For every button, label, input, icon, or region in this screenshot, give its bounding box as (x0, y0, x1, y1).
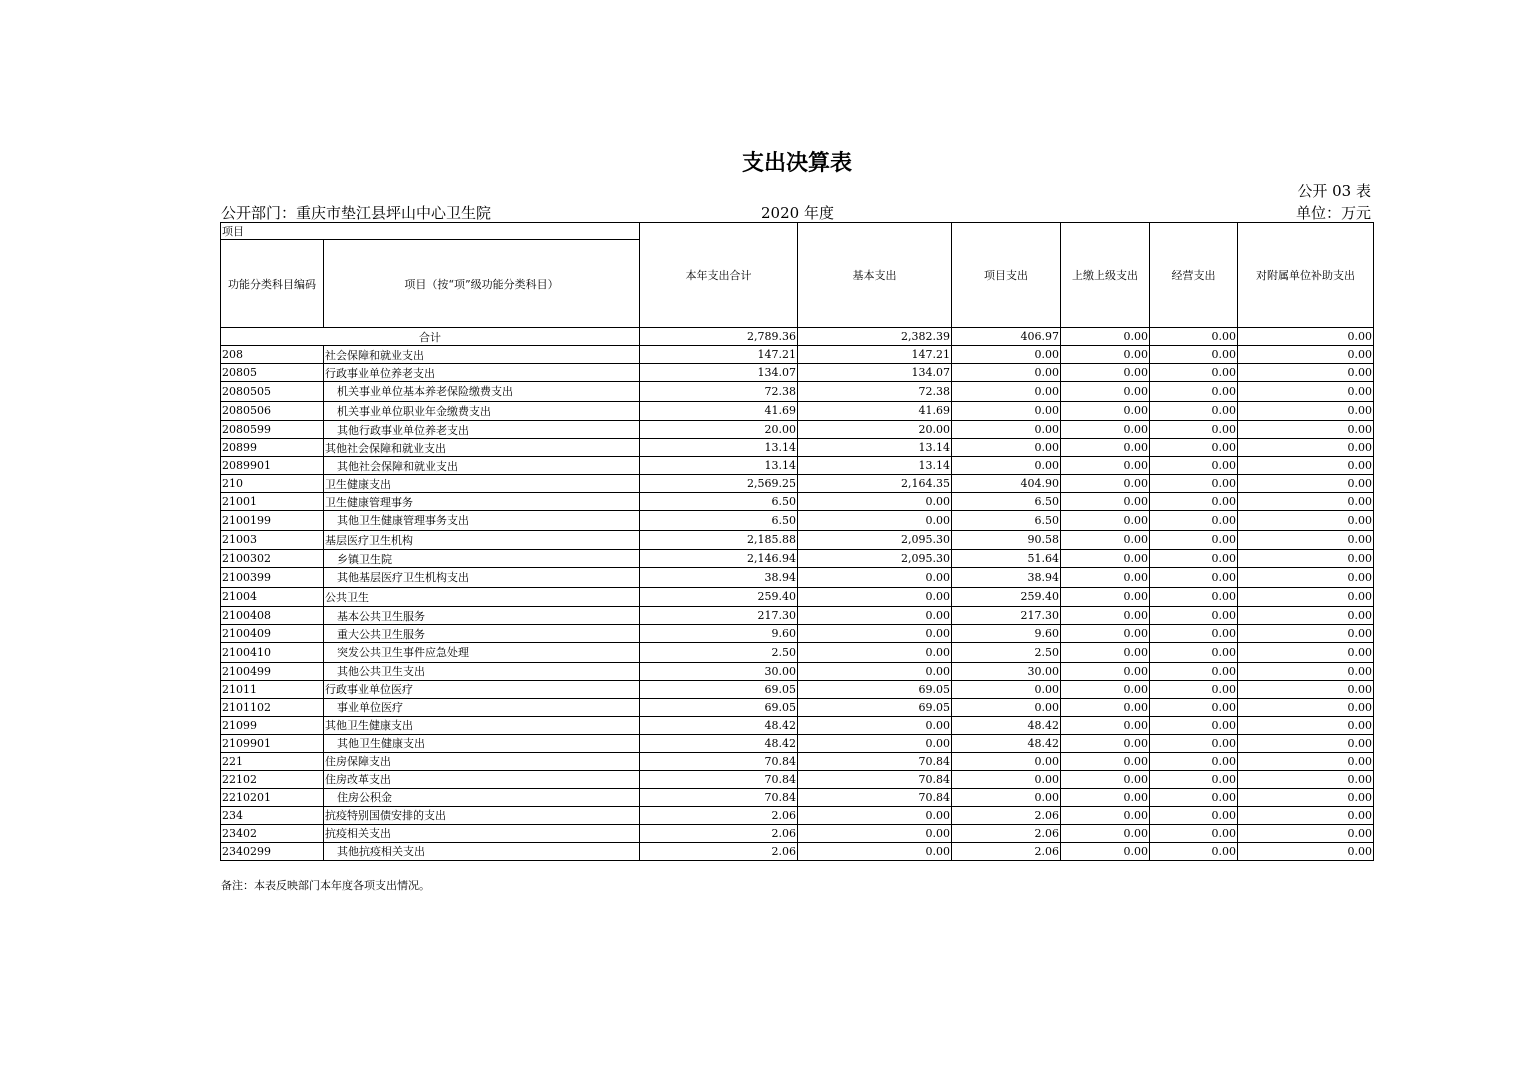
row-name: 行政事业单位养老支出 (324, 364, 640, 382)
row-value: 0.00 (952, 457, 1061, 475)
row-value: 0.00 (1150, 680, 1238, 698)
row-name: 住房改革支出 (324, 770, 640, 788)
row-value: 0.00 (798, 806, 952, 824)
row-value: 0.00 (1061, 625, 1150, 643)
row-value: 0.00 (1150, 625, 1238, 643)
row-value: 70.84 (798, 752, 952, 770)
expenditure-table (220, 222, 1374, 861)
row-value: 6.50 (640, 511, 798, 531)
row-code: 2100399 (221, 568, 324, 588)
footnote: 备注：本表反映部门本年度各项支出情况。 (221, 879, 430, 892)
table-row (221, 382, 1374, 402)
department-label: 公开部门：重庆市垫江县坪山中心卫生院 (221, 204, 492, 222)
row-name: 卫生健康支出 (324, 475, 640, 493)
row-value: 0.00 (1238, 401, 1374, 421)
row-value: 0.00 (1150, 662, 1238, 680)
row-value: 0.00 (1238, 806, 1374, 824)
row-value: 2.06 (952, 824, 1061, 842)
header-total: 本年支出合计 (640, 223, 798, 328)
row-value: 2,095.30 (798, 550, 952, 568)
row-name: 卫生健康管理事务 (324, 493, 640, 511)
year-label: 2020 年度 (761, 204, 834, 222)
row-value: 0.00 (1061, 643, 1150, 663)
header-subsidy: 对附属单位补助支出 (1238, 223, 1374, 328)
row-value: 9.60 (952, 625, 1061, 643)
row-value: 70.84 (640, 788, 798, 806)
table-row (221, 511, 1374, 531)
row-value: 0.00 (1238, 625, 1374, 643)
table-row (221, 788, 1374, 806)
row-value: 0.00 (1061, 364, 1150, 382)
row-value: 134.07 (798, 364, 952, 382)
table-row (221, 475, 1374, 493)
row-code: 2100499 (221, 662, 324, 680)
row-value: 0.00 (1150, 493, 1238, 511)
table-row (221, 643, 1374, 663)
row-value: 147.21 (640, 346, 798, 364)
header-basic: 基本支出 (798, 223, 952, 328)
row-value: 0.00 (798, 607, 952, 625)
row-name: 住房保障支出 (324, 752, 640, 770)
table-row (221, 550, 1374, 568)
row-value: 0.00 (798, 493, 952, 511)
table-row (221, 752, 1374, 770)
row-value: 0.00 (1061, 788, 1150, 806)
row-code: 2100302 (221, 550, 324, 568)
row-name: 抗疫相关支出 (324, 824, 640, 842)
row-value: 0.00 (1238, 364, 1374, 382)
header-project-expense: 项目支出 (952, 223, 1061, 328)
row-value: 69.05 (798, 680, 952, 698)
row-value: 0.00 (1150, 401, 1238, 421)
row-name: 乡镇卫生院 (324, 550, 640, 568)
row-value: 6.50 (952, 511, 1061, 531)
header-name: 项目（按“项”级功能分类科目） (324, 240, 640, 328)
row-value: 0.00 (798, 568, 952, 588)
table-row (221, 625, 1374, 643)
total-value: 0.00 (1150, 328, 1238, 346)
row-value: 0.00 (1238, 770, 1374, 788)
row-value: 30.00 (952, 662, 1061, 680)
row-value: 2.06 (952, 842, 1061, 860)
row-value: 0.00 (1150, 550, 1238, 568)
table-row (221, 824, 1374, 842)
row-value: 0.00 (1238, 824, 1374, 842)
row-value: 48.42 (952, 716, 1061, 734)
row-value: 69.05 (798, 698, 952, 716)
row-name: 其他公共卫生支出 (324, 662, 640, 680)
row-code: 208 (221, 346, 324, 364)
row-value: 72.38 (798, 382, 952, 402)
row-name: 住房公积金 (324, 788, 640, 806)
row-name: 事业单位医疗 (324, 698, 640, 716)
row-value: 0.00 (1238, 752, 1374, 770)
row-code: 2100408 (221, 607, 324, 625)
row-name: 其他社会保障和就业支出 (324, 457, 640, 475)
row-value: 0.00 (952, 698, 1061, 716)
row-value: 0.00 (1150, 788, 1238, 806)
row-code: 21099 (221, 716, 324, 734)
row-name: 其他卫生健康管理事务支出 (324, 511, 640, 531)
row-value: 0.00 (1238, 842, 1374, 860)
table-row (221, 716, 1374, 734)
row-value: 0.00 (1238, 346, 1374, 364)
meta-row (221, 202, 1371, 222)
row-code: 2089901 (221, 457, 324, 475)
row-value: 13.14 (640, 439, 798, 457)
row-code: 2080506 (221, 401, 324, 421)
row-value: 72.38 (640, 382, 798, 402)
row-value: 0.00 (798, 716, 952, 734)
row-value: 0.00 (1150, 752, 1238, 770)
row-value: 0.00 (1061, 842, 1150, 860)
row-value: 0.00 (1150, 770, 1238, 788)
total-value: 406.97 (952, 328, 1061, 346)
row-value: 2.06 (640, 806, 798, 824)
row-code: 221 (221, 752, 324, 770)
row-value: 0.00 (952, 788, 1061, 806)
row-value: 70.84 (640, 770, 798, 788)
total-value: 2,382.39 (798, 328, 952, 346)
row-code: 2340299 (221, 842, 324, 860)
row-value: 0.00 (1061, 568, 1150, 588)
row-code: 2109901 (221, 734, 324, 752)
table-row (221, 698, 1374, 716)
header-upper: 上缴上级支出 (1061, 223, 1150, 328)
row-value: 0.00 (798, 587, 952, 607)
row-code: 2100409 (221, 625, 324, 643)
row-value: 0.00 (952, 680, 1061, 698)
row-value: 0.00 (1061, 550, 1150, 568)
row-value: 0.00 (1238, 788, 1374, 806)
table-row (221, 734, 1374, 752)
row-value: 0.00 (1150, 568, 1238, 588)
row-value: 51.64 (952, 550, 1061, 568)
row-value: 0.00 (1238, 550, 1374, 568)
row-value: 0.00 (952, 382, 1061, 402)
row-value: 0.00 (1150, 734, 1238, 752)
row-code: 210 (221, 475, 324, 493)
form-number: 公开 03 表 (1297, 182, 1371, 200)
row-value: 48.42 (640, 716, 798, 734)
row-name: 突发公共卫生事件应急处理 (324, 643, 640, 663)
row-value: 0.00 (1061, 421, 1150, 439)
row-value: 0.00 (952, 401, 1061, 421)
row-value: 41.69 (640, 401, 798, 421)
row-value: 0.00 (1238, 587, 1374, 607)
row-value: 259.40 (952, 587, 1061, 607)
row-value: 0.00 (1238, 421, 1374, 439)
row-code: 20805 (221, 364, 324, 382)
row-value: 9.60 (640, 625, 798, 643)
row-value: 0.00 (1238, 568, 1374, 588)
row-value: 0.00 (1238, 662, 1374, 680)
row-value: 217.30 (640, 607, 798, 625)
header-project: 项目 (221, 223, 640, 240)
row-name: 其他基层医疗卫生机构支出 (324, 568, 640, 588)
row-value: 134.07 (640, 364, 798, 382)
table-row (221, 530, 1374, 550)
row-value: 30.00 (640, 662, 798, 680)
row-value: 0.00 (1061, 716, 1150, 734)
row-value: 0.00 (798, 842, 952, 860)
row-value: 0.00 (1061, 698, 1150, 716)
row-name: 其他社会保障和就业支出 (324, 439, 640, 457)
row-code: 2210201 (221, 788, 324, 806)
row-value: 0.00 (1238, 607, 1374, 625)
row-value: 0.00 (1061, 587, 1150, 607)
row-value: 0.00 (798, 625, 952, 643)
row-value: 0.00 (952, 752, 1061, 770)
table-row (221, 607, 1374, 625)
row-value: 0.00 (798, 643, 952, 663)
row-value: 70.84 (640, 752, 798, 770)
table-row (221, 568, 1374, 588)
row-value: 13.14 (640, 457, 798, 475)
table-row (221, 770, 1374, 788)
row-code: 234 (221, 806, 324, 824)
row-value: 2,164.35 (798, 475, 952, 493)
row-value: 2.50 (640, 643, 798, 663)
row-value: 48.42 (952, 734, 1061, 752)
row-value: 70.84 (798, 788, 952, 806)
row-value: 0.00 (798, 662, 952, 680)
row-value: 0.00 (1061, 346, 1150, 364)
row-value: 0.00 (1238, 493, 1374, 511)
row-value: 13.14 (798, 457, 952, 475)
row-value: 0.00 (1061, 806, 1150, 824)
table-row (221, 346, 1374, 364)
row-value: 217.30 (952, 607, 1061, 625)
row-value: 70.84 (798, 770, 952, 788)
table-row (221, 439, 1374, 457)
row-name: 基层医疗卫生机构 (324, 530, 640, 550)
row-value: 0.00 (1238, 511, 1374, 531)
row-value: 0.00 (1150, 439, 1238, 457)
row-code: 23402 (221, 824, 324, 842)
row-value: 41.69 (798, 401, 952, 421)
total-value: 2,789.36 (640, 328, 798, 346)
row-value: 0.00 (1150, 806, 1238, 824)
table-row (221, 680, 1374, 698)
row-value: 0.00 (1061, 439, 1150, 457)
table-row (221, 364, 1374, 382)
row-value: 0.00 (1061, 475, 1150, 493)
row-value: 2,146.94 (640, 550, 798, 568)
row-value: 0.00 (952, 439, 1061, 457)
row-value: 0.00 (1150, 511, 1238, 531)
row-value: 0.00 (1061, 530, 1150, 550)
row-value: 0.00 (952, 770, 1061, 788)
row-value: 147.21 (798, 346, 952, 364)
row-value: 0.00 (1150, 698, 1238, 716)
row-value: 0.00 (1150, 457, 1238, 475)
row-value: 0.00 (1150, 643, 1238, 663)
total-row (221, 328, 1374, 346)
table-row (221, 493, 1374, 511)
row-name: 公共卫生 (324, 587, 640, 607)
row-name: 机关事业单位职业年金缴费支出 (324, 401, 640, 421)
row-value: 6.50 (952, 493, 1061, 511)
row-value: 0.00 (1238, 439, 1374, 457)
table-row (221, 806, 1374, 824)
row-value: 0.00 (1061, 511, 1150, 531)
row-code: 2080505 (221, 382, 324, 402)
row-value: 20.00 (640, 421, 798, 439)
row-value: 0.00 (1238, 698, 1374, 716)
row-name: 其他行政事业单位养老支出 (324, 421, 640, 439)
row-value: 0.00 (1238, 680, 1374, 698)
row-value: 0.00 (1061, 401, 1150, 421)
row-name: 其他卫生健康支出 (324, 734, 640, 752)
row-value: 0.00 (1150, 587, 1238, 607)
row-value: 0.00 (1150, 716, 1238, 734)
row-value: 69.05 (640, 698, 798, 716)
total-value: 0.00 (1061, 328, 1150, 346)
row-code: 21001 (221, 493, 324, 511)
row-value: 0.00 (1150, 382, 1238, 402)
total-label: 合计 (221, 328, 640, 346)
row-code: 2080599 (221, 421, 324, 439)
row-value: 2.06 (640, 842, 798, 860)
row-value: 38.94 (640, 568, 798, 588)
row-value: 0.00 (1061, 752, 1150, 770)
row-value: 69.05 (640, 680, 798, 698)
row-name: 基本公共卫生服务 (324, 607, 640, 625)
row-code: 2100199 (221, 511, 324, 531)
header-code: 功能分类科目编码 (221, 240, 324, 328)
row-value: 0.00 (1061, 662, 1150, 680)
row-value: 0.00 (1150, 475, 1238, 493)
row-value: 0.00 (952, 346, 1061, 364)
row-value: 0.00 (1061, 382, 1150, 402)
row-value: 0.00 (1061, 607, 1150, 625)
row-value: 20.00 (798, 421, 952, 439)
row-name: 机关事业单位基本养老保险缴费支出 (324, 382, 640, 402)
table-row (221, 401, 1374, 421)
row-value: 2.06 (952, 806, 1061, 824)
table-row (221, 421, 1374, 439)
row-code: 21011 (221, 680, 324, 698)
row-code: 21003 (221, 530, 324, 550)
row-value: 0.00 (798, 824, 952, 842)
row-name: 其他抗疫相关支出 (324, 842, 640, 860)
row-code: 22102 (221, 770, 324, 788)
row-value: 48.42 (640, 734, 798, 752)
row-code: 2101102 (221, 698, 324, 716)
row-value: 6.50 (640, 493, 798, 511)
row-value: 0.00 (1150, 530, 1238, 550)
page-title: 支出决算表 (741, 151, 852, 176)
table-row (221, 842, 1374, 860)
row-value: 13.14 (798, 439, 952, 457)
row-value: 0.00 (1238, 382, 1374, 402)
row-name: 抗疫特别国债安排的支出 (324, 806, 640, 824)
row-value: 0.00 (1061, 770, 1150, 788)
row-value: 0.00 (1061, 734, 1150, 752)
row-value: 0.00 (1150, 364, 1238, 382)
row-name: 其他卫生健康支出 (324, 716, 640, 734)
row-value: 0.00 (1150, 421, 1238, 439)
row-value: 0.00 (952, 421, 1061, 439)
row-name: 行政事业单位医疗 (324, 680, 640, 698)
header-business: 经营支出 (1150, 223, 1238, 328)
unit-label: 单位：万元 (1295, 204, 1371, 222)
row-value: 0.00 (798, 734, 952, 752)
row-value: 0.00 (1150, 842, 1238, 860)
table-row (221, 457, 1374, 475)
row-value: 0.00 (1150, 824, 1238, 842)
row-value: 2,185.88 (640, 530, 798, 550)
row-value: 0.00 (1061, 680, 1150, 698)
total-value: 0.00 (1238, 328, 1374, 346)
row-value: 0.00 (1061, 493, 1150, 511)
row-value: 0.00 (1238, 716, 1374, 734)
row-value: 2,095.30 (798, 530, 952, 550)
row-value: 0.00 (1238, 530, 1374, 550)
row-value: 2.50 (952, 643, 1061, 663)
row-value: 2,569.25 (640, 475, 798, 493)
row-value: 0.00 (1061, 824, 1150, 842)
row-code: 2100410 (221, 643, 324, 663)
row-value: 0.00 (1238, 643, 1374, 663)
table-row (221, 587, 1374, 607)
row-value: 0.00 (1238, 734, 1374, 752)
row-name: 重大公共卫生服务 (324, 625, 640, 643)
row-value: 38.94 (952, 568, 1061, 588)
row-value: 0.00 (1061, 457, 1150, 475)
row-value: 0.00 (1238, 475, 1374, 493)
row-value: 0.00 (1150, 607, 1238, 625)
row-value: 0.00 (1150, 346, 1238, 364)
row-value: 2.06 (640, 824, 798, 842)
row-name: 社会保障和就业支出 (324, 346, 640, 364)
row-value: 259.40 (640, 587, 798, 607)
row-value: 90.58 (952, 530, 1061, 550)
row-value: 404.90 (952, 475, 1061, 493)
row-value: 0.00 (952, 364, 1061, 382)
table-row (221, 662, 1374, 680)
row-code: 20899 (221, 439, 324, 457)
row-value: 0.00 (1238, 457, 1374, 475)
row-value: 0.00 (798, 511, 952, 531)
row-code: 21004 (221, 587, 324, 607)
